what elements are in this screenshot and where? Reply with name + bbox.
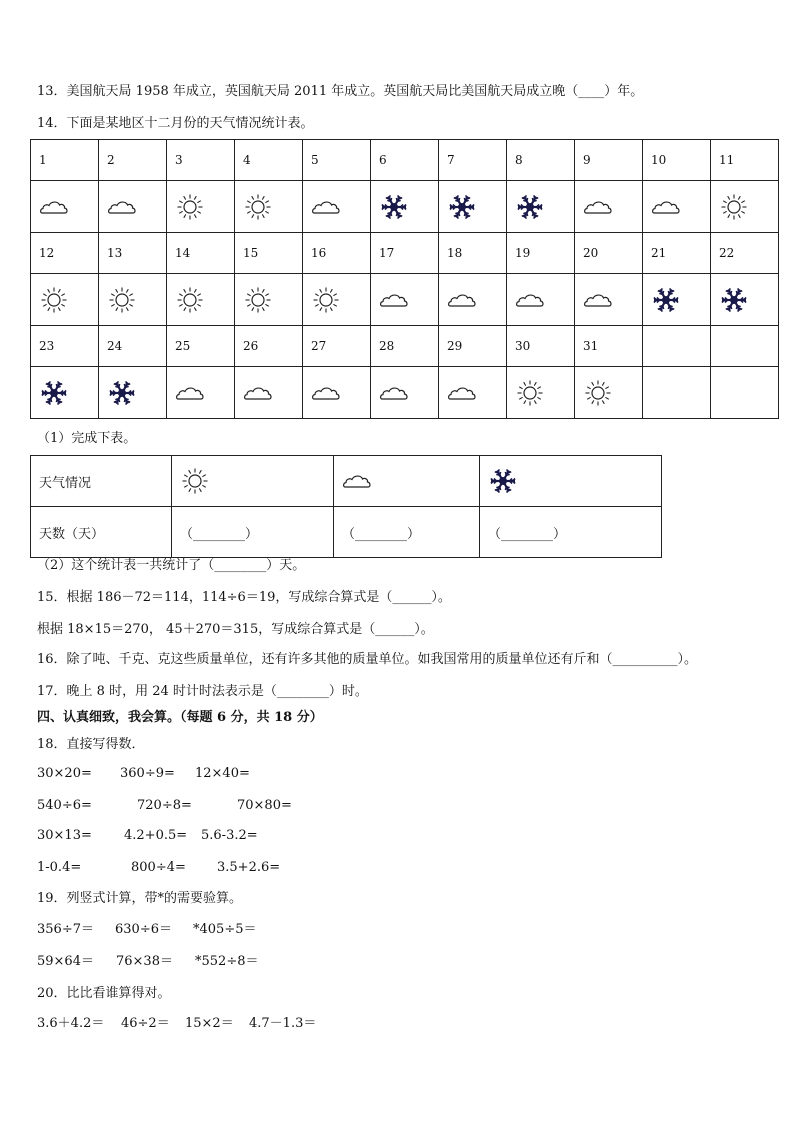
calc-item: 70×80= — [237, 798, 292, 813]
day-number-cell: 12 — [31, 233, 99, 274]
cloud-icon — [379, 285, 409, 315]
cloud-icon — [342, 466, 372, 496]
question-15a: 15．根据 186－72＝114，114÷6＝19，写成综合算式是（______）。 — [37, 590, 451, 605]
cloud-icon — [379, 378, 409, 408]
calc-item: 630÷6＝ — [115, 922, 172, 937]
q19-row-1 — [37, 921, 256, 939]
weather-cell — [439, 367, 507, 419]
day-number-cell: 2 — [99, 140, 167, 181]
weather-cell — [167, 274, 235, 326]
weather-cell — [711, 181, 779, 233]
question-14: 14．下面是某地区十二月份的天气情况统计表。 — [37, 116, 314, 131]
q20-row — [37, 1015, 316, 1033]
cloud-icon — [583, 192, 613, 222]
calc-item: *552÷8＝ — [195, 954, 259, 969]
calc-item: 46÷2＝ — [121, 1016, 170, 1031]
weather-cell — [31, 181, 99, 233]
day-number-cell: 9 — [575, 140, 643, 181]
sun-icon — [583, 378, 613, 408]
sun-icon — [515, 378, 545, 408]
cloud-icon — [447, 378, 477, 408]
weather-cell — [439, 181, 507, 233]
day-number-cell: 11 — [711, 140, 779, 181]
weather-cell — [99, 274, 167, 326]
q18-row-3 — [37, 827, 258, 845]
weather-cell — [303, 274, 371, 326]
question-13: 13．美国航天局 1958 年成立，英国航天局 2011 年成立。英国航天局比美国航天局成立晚（____）年。 — [37, 84, 644, 99]
calc-item: 15×2＝ — [185, 1016, 234, 1031]
day-number-cell: 19 — [507, 233, 575, 274]
calendar-day-row — [31, 140, 779, 181]
calc-item: 800÷4= — [131, 860, 186, 875]
calc-item: 356÷7＝ — [37, 922, 94, 937]
question-19: 19．列竖式计算，带*的需要验算。 — [37, 891, 243, 906]
day-number-cell: 5 — [303, 140, 371, 181]
summary-sun-cell — [172, 456, 334, 507]
day-number-cell: 23 — [31, 326, 99, 367]
section-4-heading: 四、认真细致，我会算。（每题 6 分，共 18 分） — [37, 710, 323, 725]
calendar-day-row — [31, 326, 779, 367]
calc-item: *405÷5＝ — [193, 922, 257, 937]
summary-snow-cell — [480, 456, 662, 507]
day-number-cell: 4 — [235, 140, 303, 181]
blank-sun-days[interactable]: （________） — [172, 507, 334, 558]
cloud-icon — [515, 285, 545, 315]
snow-icon — [379, 192, 409, 222]
weather-cell — [643, 181, 711, 233]
q18-row-1 — [37, 765, 250, 783]
day-number-cell: 31 — [575, 326, 643, 367]
cloud-icon — [107, 192, 137, 222]
question-18: 18．直接写得数． — [37, 737, 145, 752]
question-20: 20．比比看谁算得对。 — [37, 986, 171, 1001]
weather-cell — [99, 367, 167, 419]
day-number-cell — [711, 326, 779, 367]
calc-item: 4.2+0.5= — [124, 828, 188, 843]
calc-item: 540÷6= — [37, 798, 92, 813]
q19-row-2 — [37, 953, 258, 971]
calc-item: 3.6＋4.2＝ — [37, 1016, 105, 1031]
calc-item: 59×64＝ — [37, 954, 94, 969]
question-17: 17．晚上 8 时，用 24 时计时法表示是（________）时。 — [37, 684, 368, 699]
sun-icon — [175, 285, 205, 315]
day-number-cell: 27 — [303, 326, 371, 367]
calendar-day-row — [31, 233, 779, 274]
day-number-cell: 14 — [167, 233, 235, 274]
weather-cell — [99, 181, 167, 233]
day-number-cell: 6 — [371, 140, 439, 181]
snow-icon — [515, 192, 545, 222]
day-number-cell: 17 — [371, 233, 439, 274]
weather-cell — [167, 367, 235, 419]
day-number-cell: 25 — [167, 326, 235, 367]
weather-cell — [235, 274, 303, 326]
snow-icon — [447, 192, 477, 222]
sun-icon — [175, 192, 205, 222]
cloud-icon — [583, 285, 613, 315]
day-number-cell: 13 — [99, 233, 167, 274]
sun-icon — [719, 192, 749, 222]
cloud-icon — [175, 378, 205, 408]
day-number-cell: 10 — [643, 140, 711, 181]
sun-icon — [180, 466, 210, 496]
day-number-cell: 18 — [439, 233, 507, 274]
calendar-weather-row — [31, 367, 779, 419]
weather-cell — [371, 274, 439, 326]
weather-cell — [235, 367, 303, 419]
day-number-cell: 3 — [167, 140, 235, 181]
cloud-icon — [651, 192, 681, 222]
day-number-cell: 24 — [99, 326, 167, 367]
calendar-weather-row — [31, 181, 779, 233]
sun-icon — [107, 285, 137, 315]
day-number-cell: 21 — [643, 233, 711, 274]
question-15b: 根据 18×15＝270， 45＋270＝315，写成综合算式是（______）。 — [37, 622, 434, 637]
snow-icon — [488, 466, 518, 496]
calc-item: 76×38＝ — [116, 954, 173, 969]
weather-cell — [371, 367, 439, 419]
days-label: 天数（天） — [31, 507, 172, 558]
weather-cell — [371, 181, 439, 233]
cloud-icon — [311, 192, 341, 222]
day-number-cell: 7 — [439, 140, 507, 181]
calc-item: 30×13= — [37, 828, 92, 843]
snow-icon — [719, 285, 749, 315]
day-number-cell: 22 — [711, 233, 779, 274]
weather-cell — [575, 367, 643, 419]
weather-cell — [507, 367, 575, 419]
calc-item: 1-0.4= — [37, 860, 82, 875]
weather-calendar-table — [30, 139, 779, 419]
day-number-cell: 30 — [507, 326, 575, 367]
day-number-cell: 29 — [439, 326, 507, 367]
snow-icon — [107, 378, 137, 408]
summary-cloud-cell — [334, 456, 480, 507]
calc-item: 3.5+2.6= — [217, 860, 281, 875]
weather-cell — [167, 181, 235, 233]
day-number-cell: 1 — [31, 140, 99, 181]
calc-item: 12×40= — [195, 766, 250, 781]
weather-cell — [31, 367, 99, 419]
blank-snow-days[interactable]: （________） — [480, 507, 662, 558]
weather-label: 天气情况 — [31, 456, 172, 507]
day-number-cell: 20 — [575, 233, 643, 274]
day-number-cell: 26 — [235, 326, 303, 367]
day-number-cell: 8 — [507, 140, 575, 181]
part-1-instruction: （1）完成下表。 — [37, 431, 137, 446]
sun-icon — [39, 285, 69, 315]
day-number-cell — [643, 326, 711, 367]
cloud-icon — [39, 192, 69, 222]
snow-icon — [651, 285, 681, 315]
weather-cell — [439, 274, 507, 326]
part-2-question: （2）这个统计表一共统计了（________）天。 — [37, 558, 306, 573]
weather-cell — [507, 181, 575, 233]
calc-item: 360÷9= — [120, 766, 175, 781]
weather-cell — [643, 367, 711, 419]
day-number-cell: 16 — [303, 233, 371, 274]
sun-icon — [311, 285, 341, 315]
calc-item: 4.7－1.3＝ — [249, 1016, 317, 1031]
weather-cell — [507, 274, 575, 326]
weather-cell — [303, 181, 371, 233]
cloud-icon — [447, 285, 477, 315]
calc-item: 30×20= — [37, 766, 92, 781]
weather-cell — [643, 274, 711, 326]
calendar-weather-row — [31, 274, 779, 326]
weather-cell — [235, 181, 303, 233]
q18-row-4 — [37, 859, 280, 877]
sun-icon — [243, 285, 273, 315]
day-number-cell: 28 — [371, 326, 439, 367]
snow-icon — [39, 378, 69, 408]
weather-cell — [711, 367, 779, 419]
calc-item: 720÷8= — [137, 798, 192, 813]
weather-cell — [575, 274, 643, 326]
weather-cell — [711, 274, 779, 326]
blank-cloud-days[interactable]: （________） — [334, 507, 480, 558]
day-number-cell: 15 — [235, 233, 303, 274]
cloud-icon — [311, 378, 341, 408]
weather-summary-table — [30, 455, 662, 558]
weather-cell — [575, 181, 643, 233]
question-16: 16．除了吨、千克、克这些质量单位，还有许多其他的质量单位。如我国常用的质量单位还有斤和（__________）。 — [37, 652, 698, 667]
calc-item: 5.6-3.2= — [201, 828, 258, 843]
weather-cell — [31, 274, 99, 326]
sun-icon — [243, 192, 273, 222]
weather-cell — [303, 367, 371, 419]
q18-row-2 — [37, 797, 292, 815]
cloud-icon — [243, 378, 273, 408]
